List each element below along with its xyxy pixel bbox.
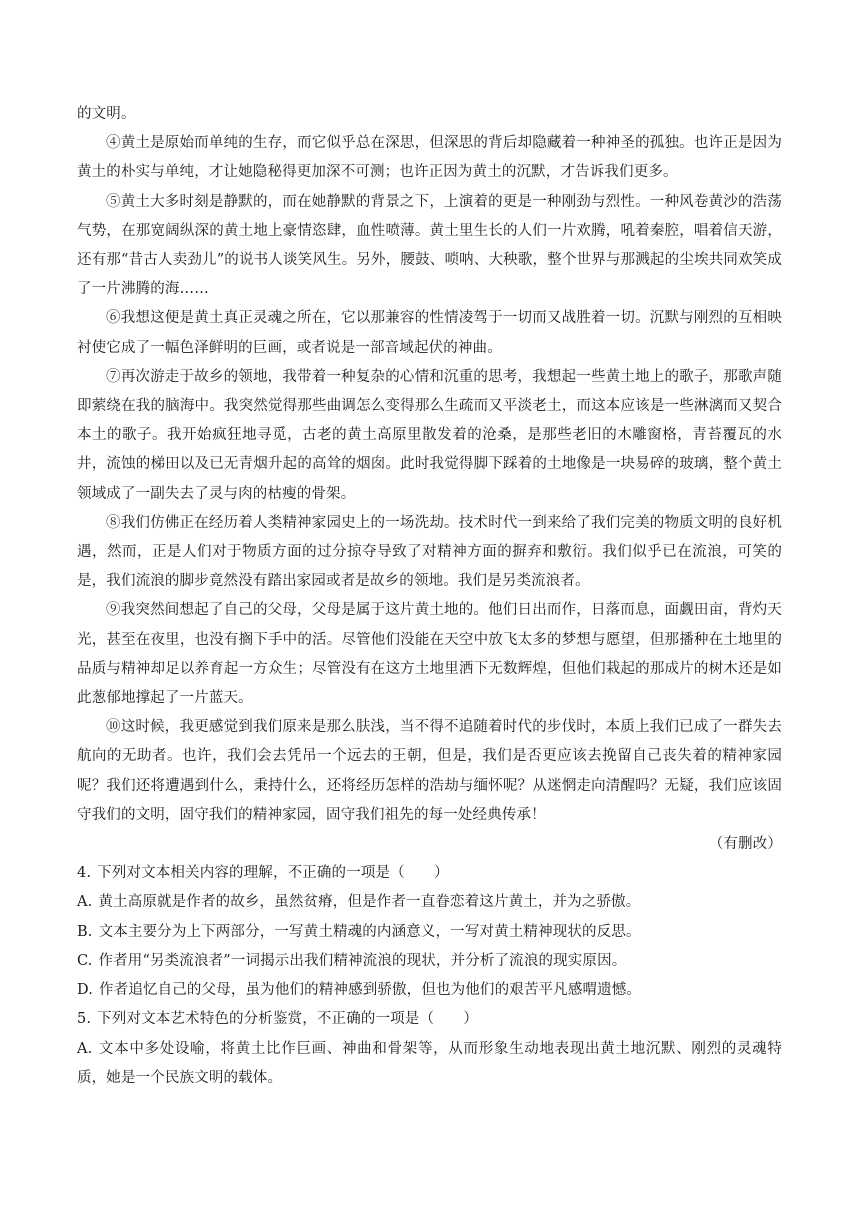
option-label: C. bbox=[77, 952, 93, 969]
paragraph-4: ④黄土是原始而单纯的生存，而它似乎总在深思，但深思的背后却隐藏着一种神圣的孤独。也许正是因为黄土的朴实与单纯，才让她隐秘得更加深不可测；也许正因为黄土的沉默，才告诉我们更多。 bbox=[77, 135, 782, 181]
paragraph-5: ⑤黄土大多时刻是静默的，而在她静默的背景之下，上演着的更是一种刚劲与烈性。一种风卷黄沙的浩荡气势，在那宽阔纵深的黄土地上豪情恣肆，血性喷薄。黄土里生长的人们一片欢腾，吼着秦腔，唱着信天游，还有那“昔古人卖劲儿”的说书人谈笑风生。另外，腰鼓、唢呐、大秧歌，整个世界与那溅起的尘埃共同欢笑成了一片沸腾的海…… bbox=[77, 193, 782, 298]
question-text: 下列对文本相关内容的理解，不正确的一项是（ ） bbox=[97, 865, 449, 882]
option-b bbox=[77, 918, 782, 947]
option-a bbox=[77, 1035, 782, 1093]
question-5 bbox=[77, 1005, 782, 1093]
option-text: 文本中多处设喻，将黄土比作巨画、神曲和骨架等，从而形象生动地表现出黄土地沉默、刚烈的灵魂特质，她是一个民族文明的载体。 bbox=[77, 1040, 782, 1086]
paragraph-6: ⑥我想这便是黄土真正灵魂之所在，它以那兼容的性情凌驾于一切而又战胜着一切。沉默与刚烈的互相映衬使它成了一幅色泽鲜明的巨画，或者说是一部音域起伏的神曲。 bbox=[77, 310, 782, 356]
question-text: 下列对文本艺术特色的分析鉴赏，不正确的一项是（ ） bbox=[97, 1011, 479, 1028]
paragraph-continuation: 的文明。 bbox=[77, 106, 136, 122]
option-c bbox=[77, 947, 782, 976]
option-text: 文本主要分为上下两部分，一写黄土精魂的内涵意义，一写对黄土精神现状的反思。 bbox=[98, 923, 641, 940]
paragraph-9: ⑨我突然间想起了自己的父母，父母是属于这片黄土地的。他们日出而作，日落而息，面觑田亩，背灼天光，甚至在夜里，也没有搁下手中的活。尽管他们没能在天空中放飞太多的梦想与愿望，但那播种在土地里的品质与精神却足以养育起一方众生；尽管没有在这方土地里洒下无数辉煌，但他们栽起的那成片的树木还是如此葱郁地撑起了一片蓝天。 bbox=[77, 602, 782, 707]
question-number: 5. bbox=[77, 1011, 92, 1028]
option-label: A. bbox=[77, 1040, 93, 1057]
document-page bbox=[77, 100, 782, 1093]
article-body bbox=[77, 100, 782, 859]
option-a bbox=[77, 888, 782, 917]
option-d bbox=[77, 976, 782, 1005]
question-stem bbox=[77, 859, 782, 888]
paragraph-8: ⑧我们仿佛正在经历着人类精神家园史上的一场洗劫。技术时代一到来给了我们完美的物质文明的良好机遇，然而，正是人们对于物质方面的过分掠夺导致了对精神方面的摒弃和敷衍。我们似乎已在流浪，可笑的是，我们流浪的脚步竟然没有踏出家园或者是故乡的领地。我们是另类流浪者。 bbox=[77, 514, 782, 590]
source-note: （有删改） bbox=[708, 836, 782, 853]
paragraph-10: ⑩这时候，我更感觉到我们原来是那么肤浅，当不得不追随着时代的步伐时，本质上我们已成了一群失去航向的无助者。也许，我们会去凭吊一个远去的王朝，但是，我们是否更应该去挽留自己丧失着的精神家园呢？我们还将遭遇到什么，秉持什么，还将经历怎样的浩劫与缅怀呢？从迷惘走向清醒吗？无疑，我们应该固守我们的文明，固守我们的精神家园，固守我们祖先的每一处经典传承！ bbox=[77, 719, 782, 823]
option-text: 作者用“另类流浪者”一词揭示出我们精神流浪的现状，并分析了流浪的现实原因。 bbox=[98, 952, 627, 969]
option-label: B. bbox=[77, 923, 93, 940]
question-4 bbox=[77, 859, 782, 1005]
option-label: D. bbox=[77, 982, 94, 999]
question-number: 4. bbox=[77, 865, 92, 882]
paragraph-7: ⑦再次游走于故乡的领地，我带着一种复杂的心情和沉重的思考，我想起一些黄土地上的歌子，那歌声随即萦绕在我的脑海中。我突然觉得那些曲调怎么变得那么生疏而又平淡老土，而这本应该是一些淋漓而又契合本土的歌子。我开始疯狂地寻觅，古老的黄土高原里散发着的沧桑，是那些老旧的木雕窗格，青苔覆瓦的水井，流蚀的梯田以及已无青烟升起的高耸的烟囱。此时我觉得脚下踩着的土地像是一块易碎的玻璃，整个黄土领域成了一副失去了灵与肉的枯瘦的骨架。 bbox=[77, 368, 782, 502]
option-text: 黄土高原就是作者的故乡，虽然贫瘠，但是作者一直眷恋着这片黄土，并为之骄傲。 bbox=[98, 894, 641, 911]
question-stem bbox=[77, 1005, 782, 1034]
option-text: 作者追忆自己的父母，虽为他们的精神感到骄傲，但也为他们的艰苦平凡感喟遗憾。 bbox=[99, 982, 642, 999]
option-label: A. bbox=[77, 894, 93, 911]
